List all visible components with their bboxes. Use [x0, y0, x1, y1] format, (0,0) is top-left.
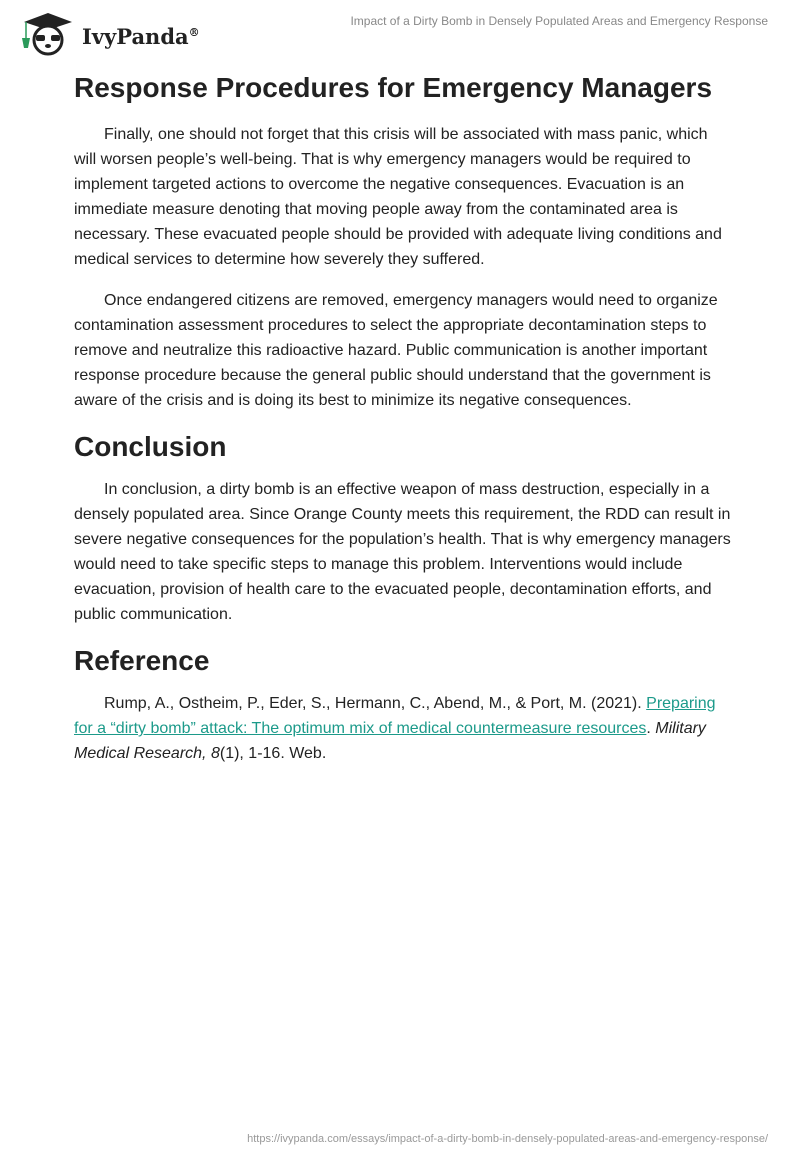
- brand-name: IvyPanda®: [82, 23, 200, 49]
- section-heading: Response Procedures for Emergency Managers: [74, 72, 713, 103]
- paragraph: Finally, one should not forget that this crisis will be associated with mass panic, which will worsen people’s well-being. That is why emergency managers would be required to implement targeted actions to overcome the negative consequences. Evacuation is an immediate measure denoting that moving people away from the contaminated area is necessary. These evacuated people should be provided with adequate living conditions and medical services to determine how severely they suffered.: [74, 126, 722, 268]
- footer-url: https://ivypanda.com/essays/impact-of-a-dirty-bomb-in-densely-populated-areas-and-emergency-response/: [247, 1133, 768, 1145]
- paragraph: In conclusion, a dirty bomb is an effective weapon of mass destruction, especially in a densely populated area. Since Orange County meets this requirement, the RDD can result in severe negative consequences for the population’s health. That is why emergency managers would need to take specific steps to manage this problem. Interventions would include evacuation, provision of health care to the evacuated people, decontamination efforts, and public communication.: [74, 481, 731, 623]
- ivypanda-logo[interactable]: [18, 10, 200, 56]
- section-heading: Conclusion: [74, 431, 227, 462]
- essay-content: [74, 70, 734, 782]
- paragraph: Once endangered citizens are removed, emergency managers would need to organize contamination assessment procedures to select the appropriate decontamination steps to remove and neutralize this radioactive hazard. Public communication is another important response procedure because the general public should understand that the government is aware of the crisis and is doing its best to minimize its negative consequences.: [74, 292, 718, 409]
- panda-graduate-icon: [18, 10, 76, 56]
- reference-heading: Reference: [74, 645, 210, 676]
- reference-entry: Rump, A., Ostheim, P., Eder, S., Hermann, C., Abend, M., & Port, M. (2021). Preparing for a “dirty bomb” attack: The optimum mix of medical countermeasure resources. Military Medical Research, 8(1), 1-16. Web.: [74, 695, 716, 762]
- reference-link[interactable]: Preparing for a “dirty bomb” attack: The optimum mix of medical countermeasure resources: [74, 695, 716, 737]
- running-title: Impact of a Dirty Bomb in Densely Populated Areas and Emergency Response: [350, 14, 768, 28]
